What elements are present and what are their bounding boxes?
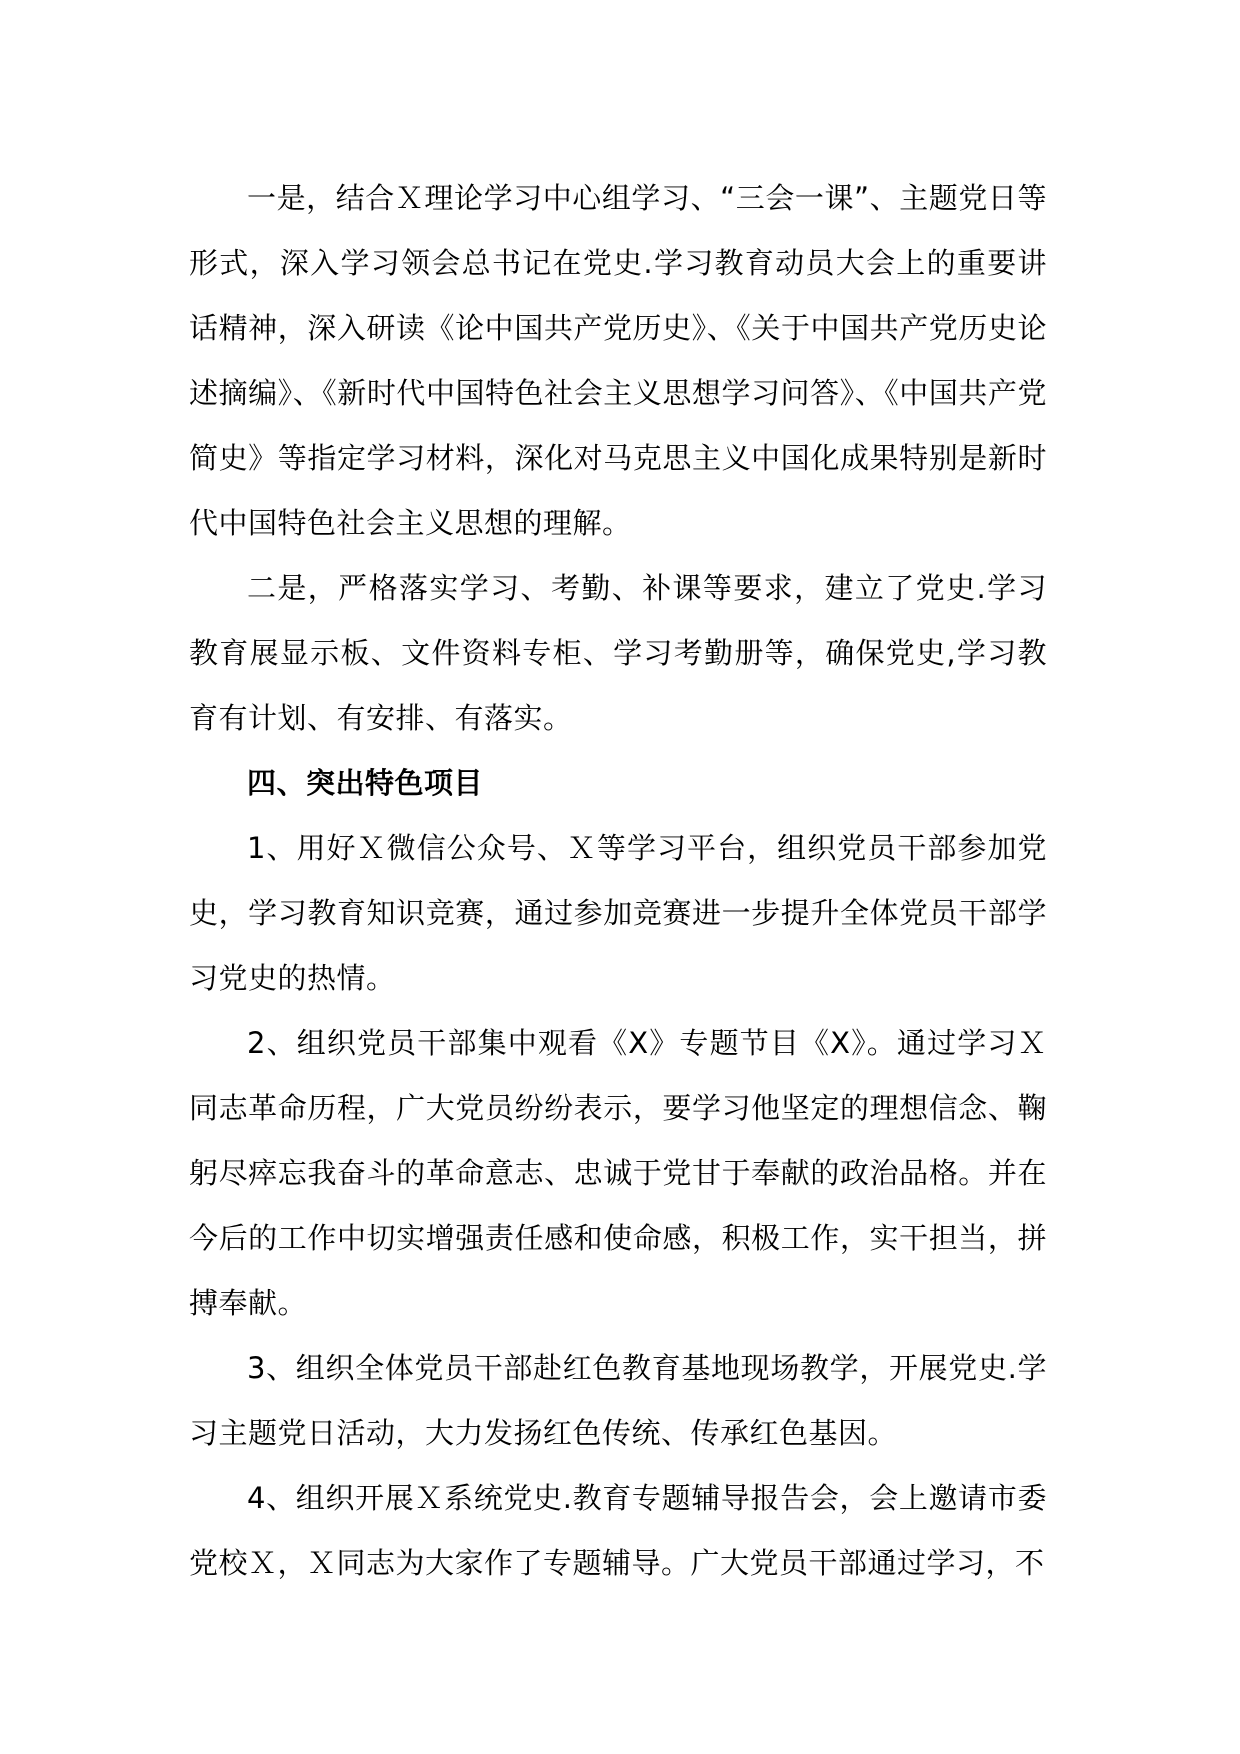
paragraph-item-2: 2、组织党员干部集中观看《X》专题节目《X》。通过学习Ｘ同志革命历程，广大党员纷纷表示，要学习他坚定的理想信念、鞠躬尽瘁忘我奋斗的革命意志、忠诚于党甘于奉献的政治品格。并在今后的工作中切实增强责任感和使命感，积极工作，实干担当，拼搏奉献。: [189, 1026, 1047, 1320]
paragraph-study-second: 二是，严格落实学习、考勤、补课等要求，建立了党史.学习教育展显示板、文件资料专柜、学习考勤册等，确保党史,学习教育有计划、有安排、有落实。: [189, 571, 1047, 735]
section-heading: 四、突出特色项目: [247, 766, 484, 800]
paragraph-item-4: 4、组织开展Ｘ系统党史.教育专题辅导报告会，会上邀请市委党校Ｘ，Ｘ同志为大家作了专题辅导。广大党员干部通过学习，不: [189, 1481, 1047, 1580]
paragraph-item-3: 3、组织全体党员干部赴红色教育基地现场教学，开展党史.学习主题党日活动，大力发扬红色传统、传承红色基因。: [189, 1351, 1047, 1450]
document-body: [189, 166, 1047, 1596]
paragraph-item-1: 1、用好Ｘ微信公众号、Ｘ等学习平台，组织党员干部参加党史，学习教育知识竞赛，通过参加竞赛进一步提升全体党员干部学习党史的热情。: [189, 831, 1047, 995]
paragraph-study-first: 一是，结合Ｘ理论学习中心组学习、“三会一课”、主题党日等形式，深入学习领会总书记在党史.学习教育动员大会上的重要讲话精神，深入研读《论中国共产党历史》、《关于中国共产党历史论述摘编》、《新时代中国特色社会主义思想学习问答》、《中国共产党简史》等指定学习材料，深化对马克思主义中国化成果特别是新时代中国特色社会主义思想的理解。: [189, 181, 1047, 540]
